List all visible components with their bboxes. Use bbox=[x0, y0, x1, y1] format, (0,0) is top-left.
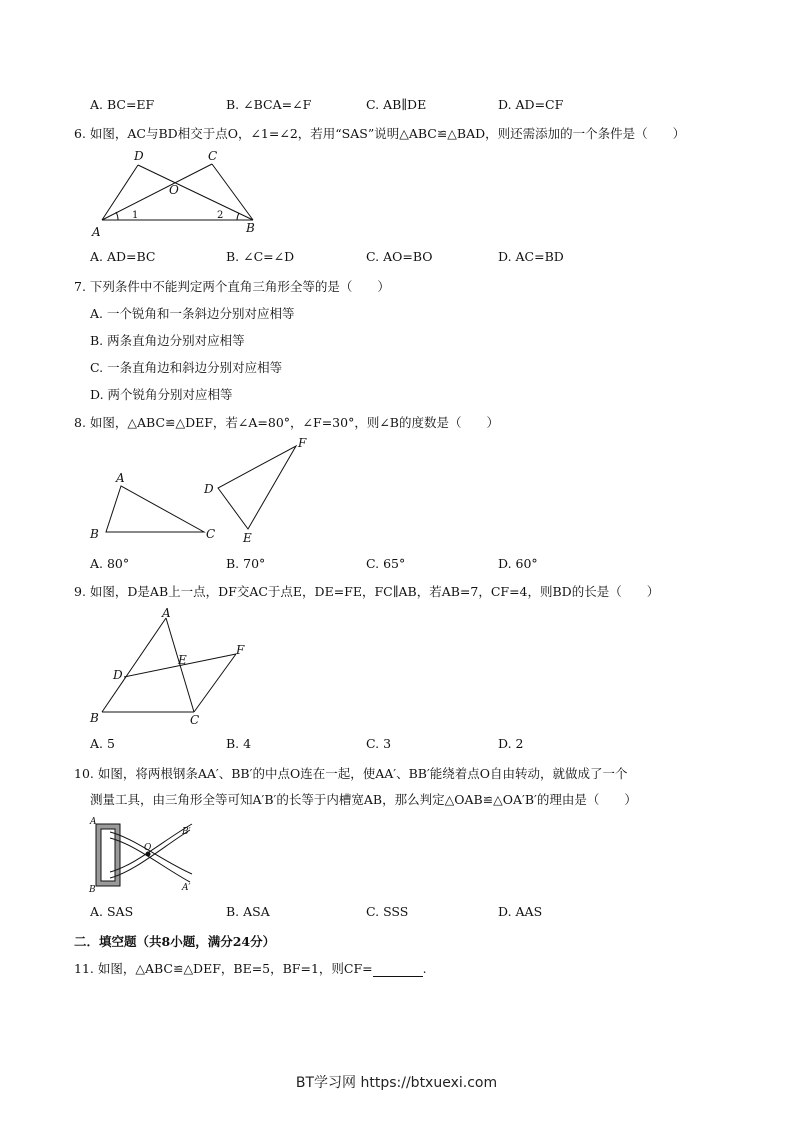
q9-option-b: B. 4 bbox=[226, 736, 252, 751]
q11-question-end: . bbox=[422, 961, 427, 976]
q8-label-c: C bbox=[206, 527, 216, 541]
q10-label-a-prime: A′ bbox=[182, 883, 191, 893]
q10-question-text-line1: 10. 如图，将两根钢条AA′、BB′的中点O连在一起，使AA′、BB′能绕着点O自由转动，就做成了一个 bbox=[74, 766, 628, 781]
q8-label-d: D bbox=[204, 482, 214, 496]
q7-question-text: 7. 下列条件中不能判定两个直角三角形全等的是（ ） bbox=[74, 279, 390, 294]
q8-option-b: B. 70° bbox=[226, 556, 266, 571]
q7-option-c: C. 一条直角边和斜边分别对应相等 bbox=[90, 360, 283, 375]
q6-angle-1: 1 bbox=[132, 210, 139, 221]
q5-option-b: B. ∠BCA=∠F bbox=[226, 97, 312, 112]
q7-option-a: A. 一个锐角和一条斜边分别对应相等 bbox=[90, 306, 295, 321]
q6-label-d: D bbox=[134, 149, 144, 163]
q11-question-text: 11. 如图，△ABC≌△DEF，BE=5，BF=1，则CF= bbox=[74, 961, 373, 976]
q10-label-a: A bbox=[90, 817, 97, 827]
footer-watermark: BT学习网 https://btxuexi.com bbox=[295, 1075, 498, 1091]
q9-label-e: E bbox=[178, 653, 187, 667]
q8-label-f: F bbox=[298, 436, 307, 450]
q6-option-d: D. AC=BD bbox=[498, 249, 564, 264]
q5-option-a: A. BC=EF bbox=[90, 97, 155, 112]
q10-option-d: D. AAS bbox=[498, 904, 543, 919]
q10-question-text-line2: 测量工具，由三角形全等可知A′B′的长等于内槽宽AB，那么判定△OAB≌△OA′B′的理由是（ ） bbox=[90, 792, 637, 807]
q6-option-b: B. ∠C=∠D bbox=[226, 249, 295, 264]
q9-label-d: D bbox=[113, 668, 123, 682]
q9-question-text: 9. 如图，D是AB上一点，DF交AC于点E，DE=FE，FC∥AB，若AB=7，CF=4，则BD的长是（ ） bbox=[74, 584, 660, 599]
q7-option-d: D. 两个锐角分别对应相等 bbox=[90, 387, 233, 402]
q6-question-text: 6. 如图，AC与BD相交于点O，∠1=∠2，若用“SAS”说明△ABC≌△BAD，则还需添加的一个条件是（ ） bbox=[74, 126, 686, 141]
q9-label-c: C bbox=[190, 713, 200, 727]
q8-option-c: C. 65° bbox=[366, 556, 406, 571]
q9-option-d: D. 2 bbox=[498, 736, 524, 751]
q10-option-a: A. SAS bbox=[90, 904, 134, 919]
q10-figure bbox=[84, 812, 204, 894]
q8-label-a: A bbox=[116, 471, 125, 485]
q9-label-a: A bbox=[162, 606, 171, 620]
q6-label-c: C bbox=[208, 149, 218, 163]
q10-label-b-prime: B′ bbox=[182, 827, 191, 837]
q6-option-a: A. AD=BC bbox=[90, 249, 156, 264]
q8-label-b: B bbox=[90, 527, 99, 541]
q8-label-e: E bbox=[243, 531, 252, 545]
q9-label-b: B bbox=[90, 711, 99, 725]
q6-angle-2: 2 bbox=[217, 210, 224, 221]
q6-label-a: A bbox=[92, 225, 101, 239]
q8-figure bbox=[86, 434, 316, 546]
q6-label-b: B bbox=[246, 221, 255, 235]
q6-label-o: O bbox=[169, 183, 179, 197]
q8-option-d: D. 60° bbox=[498, 556, 538, 571]
q5-option-c: C. AB∥DE bbox=[366, 97, 427, 112]
q7-option-b: B. 两条直角边分别对应相等 bbox=[90, 333, 245, 348]
q10-label-o: O bbox=[144, 843, 152, 853]
q8-question-text: 8. 如图，△ABC≌△DEF，若∠A=80°，∠F=30°，则∠B的度数是（ ） bbox=[74, 415, 499, 430]
section-title: 二．填空题（共8小题，满分24分） bbox=[74, 934, 276, 949]
q10-option-c: C. SSS bbox=[366, 904, 409, 919]
q9-figure bbox=[86, 604, 251, 728]
q9-option-c: C. 3 bbox=[366, 736, 392, 751]
q9-option-a: A. 5 bbox=[90, 736, 115, 751]
q10-option-b: B. ASA bbox=[226, 904, 270, 919]
q11-answer-blank[interactable] bbox=[373, 964, 423, 977]
q11-question bbox=[74, 959, 427, 977]
q5-option-d: D. AD=CF bbox=[498, 97, 564, 112]
q6-option-c: C. AO=BO bbox=[366, 249, 433, 264]
q8-option-a: A. 80° bbox=[90, 556, 130, 571]
q10-label-b: B bbox=[89, 885, 96, 894]
q9-label-f: F bbox=[236, 643, 245, 657]
q6-figure bbox=[90, 146, 270, 240]
